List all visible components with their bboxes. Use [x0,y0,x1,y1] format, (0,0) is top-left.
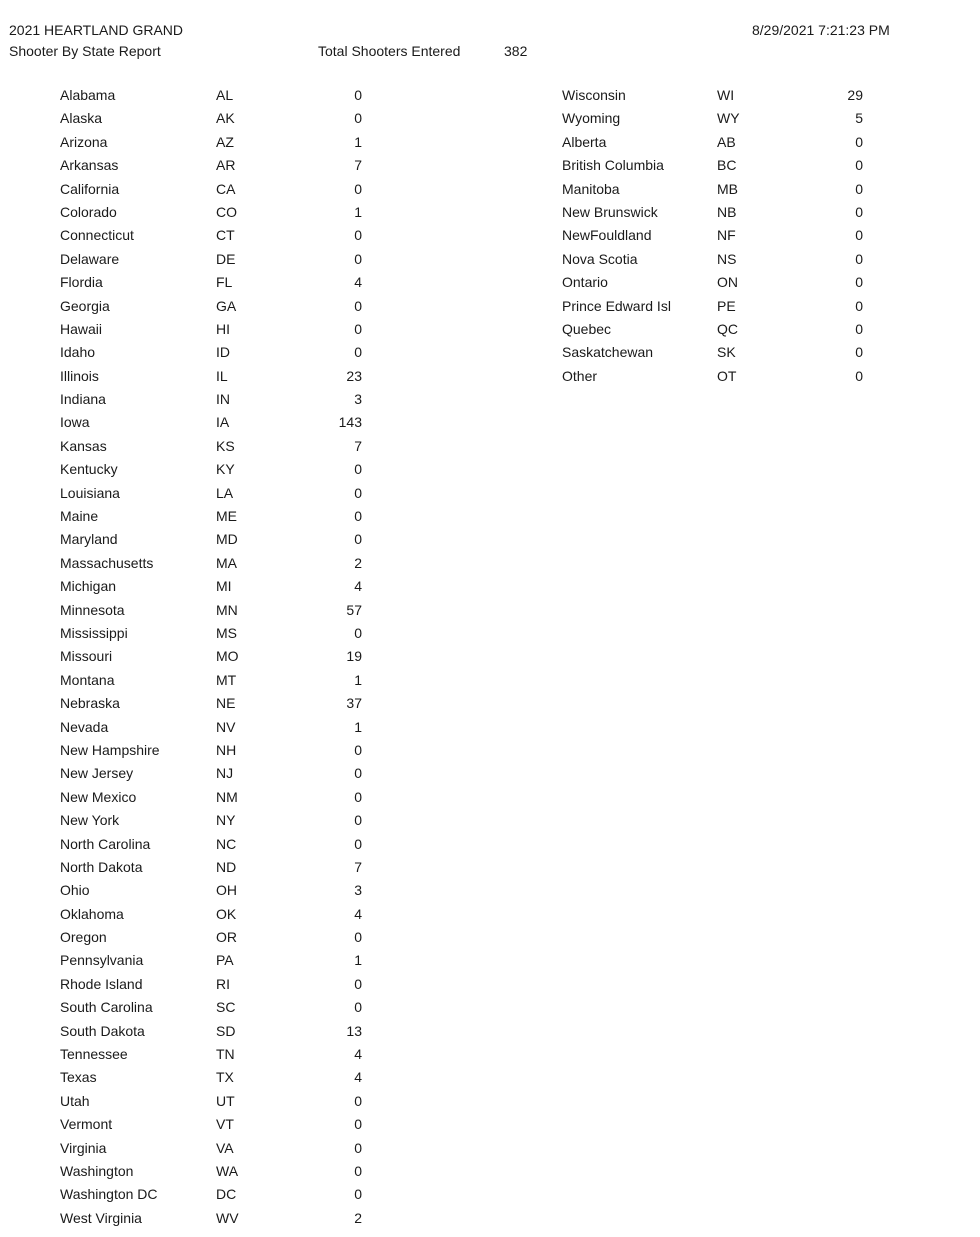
shooter-count: 1 [354,133,362,150]
shooter-count: 0 [354,1186,362,1203]
state-code: IL [216,367,228,384]
state-name: Minnesota [60,601,125,618]
table-row [500,272,900,295]
table-row [500,366,900,389]
state-name: Illinois [60,367,99,384]
table-row [0,506,400,529]
state-name: New Brunswick [562,203,658,220]
table-row [0,366,400,389]
table-row [0,740,400,763]
state-name: Michigan [60,578,117,595]
shooter-count: 0 [354,1139,362,1156]
shooter-count: 0 [354,929,362,946]
state-name: British Columbia [562,157,664,174]
state-name: New Jersey [60,765,134,782]
state-code: NY [216,812,236,829]
table-row [0,155,400,178]
total-shooters-label: Total Shooters Entered [318,43,461,59]
state-name: South Carolina [60,999,153,1016]
table-row [0,810,400,833]
shooter-count: 0 [855,133,863,150]
shooter-count: 0 [855,180,863,197]
shooter-count: 0 [855,250,863,267]
state-name: Wisconsin [562,87,626,103]
state-name: Oregon [60,929,107,946]
shooter-count: 0 [354,250,362,267]
state-name: Iowa [60,414,90,431]
state-code: WY [717,110,740,127]
state-code: NC [216,835,237,852]
shooter-count: 3 [354,391,362,408]
shooter-count: 0 [855,157,863,174]
state-name: Ohio [60,882,90,899]
state-name: Quebec [562,320,612,337]
state-name: Ontario [562,274,608,291]
state-name: Kansas [60,437,107,454]
state-code: FL [216,274,233,291]
shooter-count: 0 [354,788,362,805]
state-code: AR [216,157,236,174]
shooter-count: 2 [354,554,362,571]
state-name: California [60,180,120,197]
shooter-count: 7 [354,437,362,454]
shooter-count: 4 [354,1069,362,1086]
state-name: Virginia [60,1139,107,1156]
table-row [0,646,400,669]
state-name: Manitoba [562,180,620,197]
table-row [500,85,900,108]
shooter-count: 4 [354,905,362,922]
state-code: OR [216,929,237,946]
state-code: MT [216,671,237,688]
table-row [0,1021,400,1044]
state-name: Utah [60,1092,90,1109]
state-name: Massachusetts [60,554,154,571]
table-row [0,857,400,880]
table-row [0,787,400,810]
state-name: New York [60,812,120,829]
state-code: SD [216,1022,236,1039]
shooter-count: 4 [354,1046,362,1063]
state-code: TN [216,1046,235,1063]
state-code: PA [216,952,234,969]
table-row [0,132,400,155]
table-row [0,1091,400,1114]
state-name: Maryland [60,531,118,548]
state-name: Connecticut [60,227,134,244]
shooter-count: 0 [855,344,863,361]
table-row [0,1161,400,1184]
state-code: IA [216,414,230,431]
table-row [0,272,400,295]
shooter-count: 29 [847,87,863,103]
state-code: SC [216,999,236,1016]
shooter-count: 13 [346,1022,362,1039]
table-row [500,249,900,272]
state-code: OK [216,905,237,922]
table-row [0,1067,400,1090]
shooter-count: 0 [354,531,362,548]
table-row [0,85,400,108]
state-name: Missouri [60,648,113,665]
state-code: AB [717,133,736,150]
shooter-count: 0 [354,297,362,314]
state-code: VA [216,1139,234,1156]
state-code: NS [717,250,737,267]
shooter-count: 0 [354,1162,362,1179]
state-name: Tennessee [60,1046,128,1063]
shooter-count: 0 [354,484,362,501]
state-name: Oklahoma [60,905,124,922]
state-code: MI [216,578,232,595]
state-name: Alberta [562,133,607,150]
state-code: AZ [216,133,234,150]
state-code: AL [216,87,234,103]
shooter-count: 1 [354,671,362,688]
state-code: NH [216,741,237,758]
state-code: ID [216,344,230,361]
shooter-count: 0 [354,624,362,641]
state-code: OT [717,367,737,384]
state-name: Mississippi [60,624,128,641]
shooter-count: 0 [855,320,863,337]
state-code: RI [216,975,230,992]
state-name: Idaho [60,344,96,361]
table-row [0,412,400,435]
state-name: NewFouldland [562,227,652,244]
shooter-count: 0 [354,765,362,782]
state-name: Alaska [60,110,103,127]
state-name: Alabama [60,87,116,103]
table-row [0,717,400,740]
table-row [0,225,400,248]
state-code: ON [717,274,738,291]
report-title: 2021 HEARTLAND GRAND [9,22,184,38]
state-code: MB [717,180,738,197]
shooter-count: 0 [354,180,362,197]
state-name: Other [562,367,598,384]
state-code: MA [216,554,237,571]
state-code: SK [717,344,736,361]
state-code: NE [216,695,236,712]
table-row [500,296,900,319]
table-row [0,389,400,412]
shooter-count: 1 [354,203,362,220]
table-row [0,834,400,857]
shooter-count: 57 [346,601,362,618]
state-name: Rhode Island [60,975,143,992]
state-code: IN [216,391,230,408]
table-row [0,319,400,342]
state-code: DC [216,1186,237,1203]
state-list-right [500,85,900,389]
table-row [0,553,400,576]
table-row [500,155,900,178]
state-name: Nebraska [60,695,120,712]
state-name: Colorado [60,203,117,220]
state-name: Louisiana [60,484,120,501]
table-row [0,950,400,973]
state-code: TX [216,1069,234,1086]
table-row [0,1114,400,1137]
state-code: WV [216,1209,239,1226]
state-code: GA [216,297,237,314]
table-row [500,319,900,342]
table-row [0,997,400,1020]
shooter-count: 3 [354,882,362,899]
shooter-count: 4 [354,274,362,291]
table-row [0,483,400,506]
table-row [0,763,400,786]
state-name: Georgia [60,297,110,314]
state-code: MS [216,624,237,641]
table-row [500,108,900,131]
state-name: New Mexico [60,788,137,805]
state-name: Flordia [60,274,103,291]
shooter-count: 23 [346,367,362,384]
state-code: NV [216,718,236,735]
report-subtitle: Shooter By State Report [9,43,161,59]
shooter-count: 19 [346,648,362,665]
table-row [0,1138,400,1161]
table-row [0,600,400,623]
state-name: Maine [60,508,99,525]
state-name: Nevada [60,718,109,735]
table-row [0,693,400,716]
state-name: West Virginia [60,1209,142,1226]
table-row [0,249,400,272]
state-code: PE [717,297,736,314]
state-code: WA [216,1162,239,1179]
state-name: Washington [60,1162,134,1179]
shooter-count: 0 [354,1092,362,1109]
table-row [500,132,900,155]
shooter-count: 0 [354,344,362,361]
table-row [0,1184,400,1207]
table-row [0,670,400,693]
table-row [500,179,900,202]
table-row [0,179,400,202]
shooter-count: 143 [338,414,362,431]
state-code: AK [216,110,235,127]
state-code: CT [216,227,235,244]
shooter-count: 37 [346,695,362,712]
state-name: North Carolina [60,835,151,852]
state-name: Arkansas [60,157,119,174]
state-code: CA [216,180,236,197]
table-row [0,108,400,131]
table-row [500,202,900,225]
state-code: NJ [216,765,234,782]
state-code: ND [216,858,237,875]
state-name: North Dakota [60,858,143,875]
state-code: KY [216,461,235,478]
shooter-count: 0 [354,461,362,478]
state-name: Prince Edward Isl [562,297,671,314]
shooter-count: 0 [855,297,863,314]
shooter-count: 1 [354,952,362,969]
state-name: Arizona [60,133,108,150]
shooter-count: 0 [354,741,362,758]
report-datetime: 8/29/2021 7:21:23 PM [752,22,890,38]
table-row [0,1044,400,1067]
shooter-count: 0 [354,320,362,337]
table-row [0,927,400,950]
total-shooters-value: 382 [504,43,528,59]
table-row [0,576,400,599]
state-name: Texas [60,1069,97,1086]
state-name: Washington DC [60,1186,158,1203]
state-code: KS [216,437,235,454]
table-row [0,623,400,646]
table-row [0,296,400,319]
state-name: Vermont [60,1116,113,1133]
state-code: NB [717,203,737,220]
state-name: Pennsylvania [60,952,144,969]
state-code: HI [216,320,230,337]
table-row [0,529,400,552]
shooter-count: 5 [855,110,863,127]
state-code: BC [717,157,737,174]
state-name: Saskatchewan [562,344,654,361]
table-row [0,342,400,365]
table-row [0,1208,400,1231]
shooter-count: 0 [855,227,863,244]
state-code: NM [216,788,238,805]
shooter-count: 0 [354,835,362,852]
shooter-count: 1 [354,718,362,735]
shooter-count: 0 [354,999,362,1016]
state-code: MO [216,648,239,665]
state-code: LA [216,484,234,501]
table-row [0,974,400,997]
table-row [500,342,900,365]
state-code: OH [216,882,237,899]
state-code: CO [216,203,237,220]
state-code: UT [216,1092,235,1109]
state-code: DE [216,250,236,267]
table-row [0,436,400,459]
shooter-count: 0 [354,1116,362,1133]
state-list-left [0,85,400,1231]
state-name: Indiana [60,391,106,408]
shooter-count: 0 [354,508,362,525]
table-row [0,202,400,225]
table-row [0,880,400,903]
shooter-count: 0 [354,110,362,127]
state-code: ME [216,508,237,525]
state-name: Nova Scotia [562,250,638,267]
shooter-count: 0 [855,274,863,291]
state-code: MN [216,601,238,618]
shooter-count: 7 [354,858,362,875]
state-name: Montana [60,671,115,688]
shooter-count: 7 [354,157,362,174]
shooter-count: 0 [354,812,362,829]
state-code: VT [216,1116,234,1133]
state-name: Hawaii [60,320,103,337]
shooter-count: 4 [354,578,362,595]
shooter-count: 2 [354,1209,362,1226]
shooter-count: 0 [855,367,863,384]
table-row [0,459,400,482]
state-code: MD [216,531,238,548]
state-code: QC [717,320,738,337]
state-name: Wyoming [562,110,621,127]
shooter-count: 0 [354,975,362,992]
table-row [0,904,400,927]
state-code: NF [717,227,736,244]
state-name: New Hampshire [60,741,160,758]
state-name: South Dakota [60,1022,145,1039]
state-code: WI [717,87,735,103]
state-name: Kentucky [60,461,118,478]
shooter-count: 0 [855,203,863,220]
shooter-count: 0 [354,87,362,103]
shooter-count: 0 [354,227,362,244]
state-name: Delaware [60,250,120,267]
table-row [500,225,900,248]
